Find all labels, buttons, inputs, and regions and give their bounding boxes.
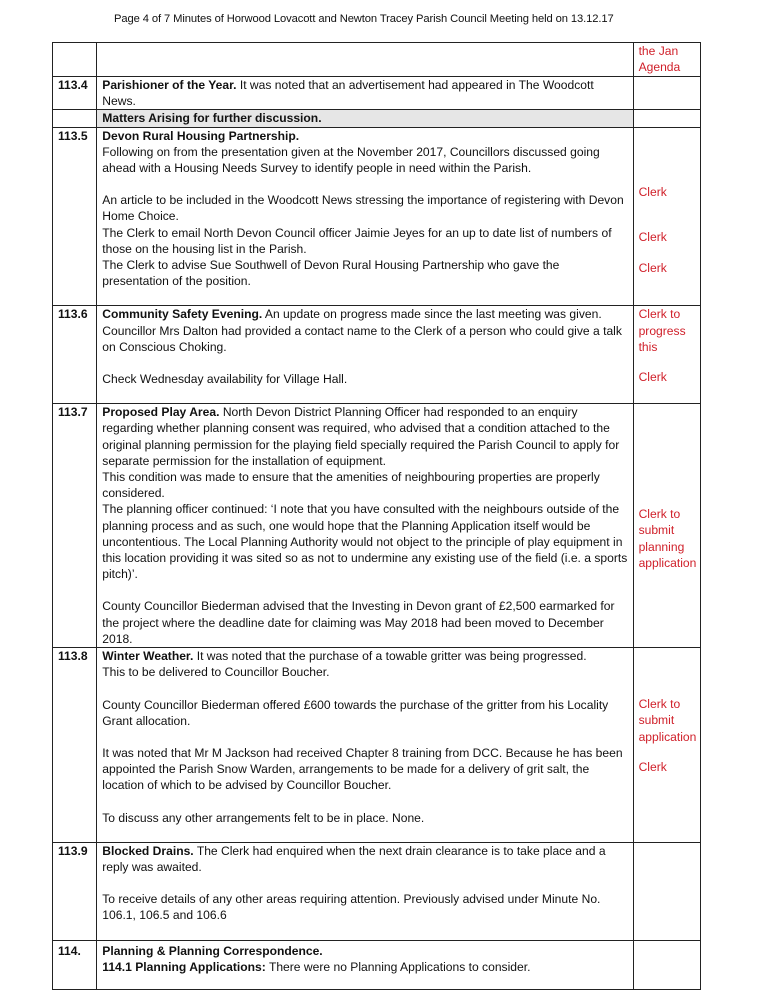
item-title: Community Safety Evening. <box>102 307 263 322</box>
paragraph: The Clerk to email North Devon Council officer Jaimie Jeyes for an up to date list of numbers of those on the housing list in the Parish. <box>102 225 612 256</box>
paragraph: County Councillor Biederman offered £600 towards the purchase of the gritter from his Locality Grant allocation. <box>102 697 609 728</box>
paragraph: This condition was made to ensure that the amenities of neighbouring properties are properly considered. <box>102 470 600 501</box>
paragraph: The planning officer continued: ‘I note that you have consulted with the neighbours outside of the planning process and as such, one would hope that the Planning Application itself would be uncontentious. The Local Planning Authority would not object to the principle of play equipment in this location providing it was sited so as not to undermine any existing use of the field (i.e. a sports pitch)’. <box>102 502 628 582</box>
minute-number: 113.8 <box>53 648 97 843</box>
minute-number: 113.7 <box>53 404 97 648</box>
item-title: Planning & Planning Correspondence. <box>102 943 323 958</box>
paragraph: An update on progress made since the last meeting was given. Councillor Mrs Dalton had provided a contact name to the Clerk of a person who could give a talk on Conscious Choking. <box>102 307 622 354</box>
action-cell <box>633 306 700 404</box>
table-row <box>53 77 701 110</box>
item-title: Parishioner of the Year. <box>102 78 237 92</box>
table-row <box>53 43 701 77</box>
action-text: Clerk <box>638 261 667 276</box>
action-text: this <box>638 339 658 354</box>
action-text: application <box>638 555 697 570</box>
paragraph: It was noted that Mr M Jackson had received Chapter 8 training from DCC. Because he has been appointed the Parish Snow Warden, arrangements to be made for a delivery of grit salt, the location of which to be advised by Councillor Boucher. <box>102 745 623 793</box>
item-text: It was noted that an advertisement had appeared in The Woodcott News. <box>102 78 594 109</box>
table-row <box>53 404 701 648</box>
action-text: Clerk to <box>638 507 681 522</box>
table-row <box>53 842 701 940</box>
action-text: Agenda <box>638 60 681 75</box>
paragraph: Following on from the presentation given at the November 2017, Councillors discussed going ahead with a Housing Needs Survey to identify people in need within the Parish. <box>102 144 600 176</box>
paragraph: The Clerk had enquired when the next drain clearance is to take place and a reply was awaited. <box>102 843 606 874</box>
table-row <box>53 306 701 404</box>
section-heading: Matters Arising for further discussion. <box>97 110 633 127</box>
action-cell <box>633 404 700 648</box>
action-cell <box>633 648 700 843</box>
paragraph: County Councillor Biederman advised that the Investing in Devon grant of £2,500 earmarked for the project where the deadline date for claiming was May 2018 had been moved to December 2018. <box>102 599 615 646</box>
action-text: the Jan <box>638 44 679 58</box>
minutes-table <box>52 42 701 990</box>
minute-number: 113.9 <box>53 842 97 940</box>
item-title: Proposed Play Area. <box>102 405 220 420</box>
item-title: Blocked Drains. <box>102 843 194 858</box>
paragraph: An article to be included in the Woodcott News stressing the importance of registering with Devon Home Choice. <box>102 193 624 224</box>
page-header: Page 4 of 7 Minutes of Horwood Lovacott and Newton Tracey Parish Council Meeting held on 13.12.17 <box>114 13 614 25</box>
minute-number: 113.5 <box>53 127 97 306</box>
table-row <box>53 648 701 843</box>
action-text: submit <box>638 713 675 728</box>
action-text: Clerk <box>638 759 667 774</box>
paragraph: The Clerk to advise Sue Southwell of Devon Rural Housing Partnership who gave the presentation of the position. <box>102 258 560 289</box>
action-text: application <box>638 729 697 744</box>
action-text: Clerk <box>638 370 667 385</box>
minute-number: 114. <box>53 940 97 989</box>
item-title: Devon Rural Housing Partnership. <box>102 128 300 143</box>
paragraph: There were no Planning Applications to consider. <box>265 959 531 974</box>
paragraph: To discuss any other arrangements felt to be in place. None. <box>102 810 425 825</box>
item-title: Winter Weather. <box>102 649 194 664</box>
paragraph: This to be delivered to Councillor Boucher. <box>102 665 330 680</box>
minute-number: 113.4 <box>53 77 97 110</box>
action-cell <box>633 43 700 77</box>
action-text: Clerk <box>638 229 667 244</box>
paragraph: It was noted that the purchase of a towable gritter was being progressed. <box>193 649 587 664</box>
action-text: planning <box>638 539 685 554</box>
action-text: Clerk <box>638 184 667 199</box>
table-row <box>53 940 701 989</box>
minute-number: 113.6 <box>53 306 97 404</box>
table-row <box>53 127 701 306</box>
paragraph: Check Wednesday availability for Village Hall. <box>102 372 348 387</box>
action-text: Clerk to <box>638 697 681 712</box>
action-cell <box>633 127 700 306</box>
table-row <box>53 110 701 127</box>
action-text: Clerk to <box>638 307 681 322</box>
subitem-title: 114.1 Planning Applications: <box>102 959 266 974</box>
paragraph: To receive details of any other areas requiring attention. Previously advised under Minute No. 106.1, 106.5 and 106.6 <box>102 892 601 923</box>
paragraph: North Devon District Planning Officer had responded to an enquiry regarding whether planning consent was required, who advised that a condition attached to the original planning permission for the playing field specially required the Parish Council to apply for separate permission for the installation of equipment. <box>102 405 620 468</box>
action-text: submit <box>638 523 675 538</box>
action-text: progress <box>638 323 686 338</box>
